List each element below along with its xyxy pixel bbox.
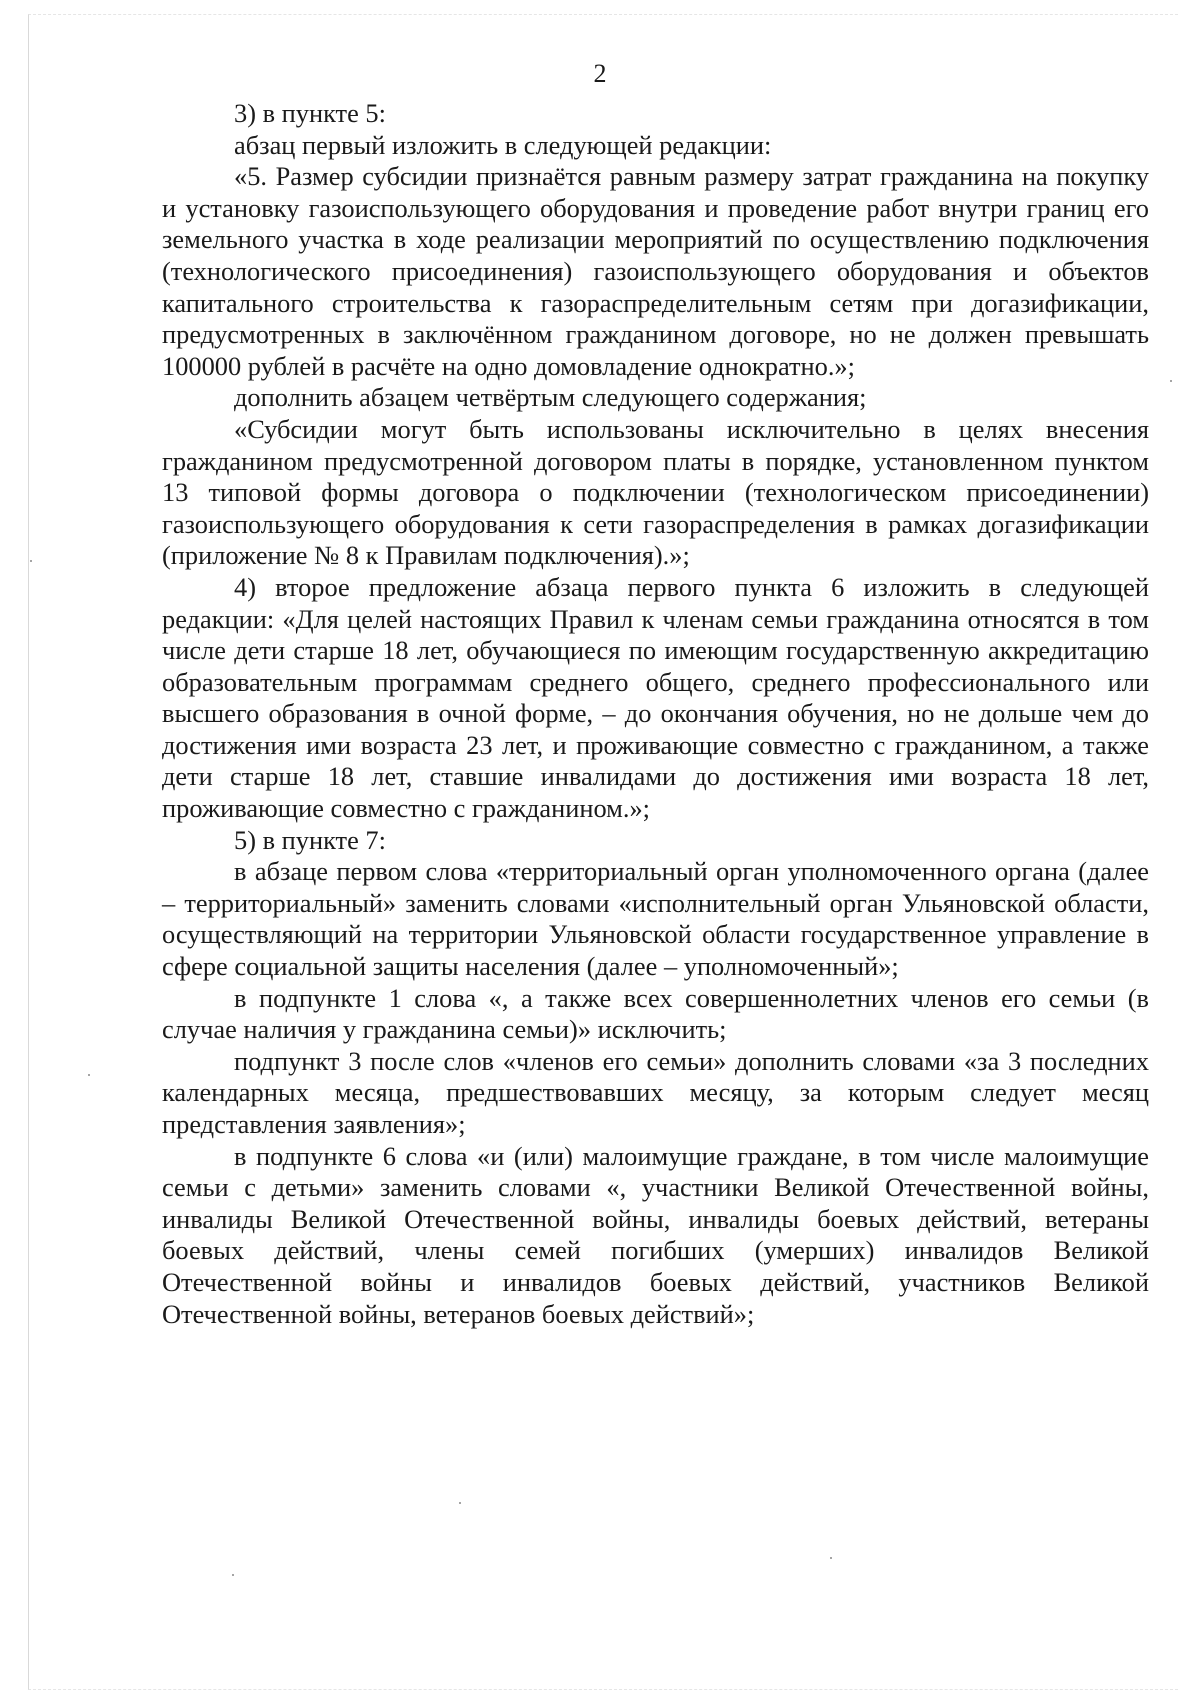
paragraph-subitem-6: в подпункте 6 слова «и (или) малоимущие граждане, в том числе малоимущие семьи с детьми» заменить словами «, участники Великой Отечественной войны, инвалиды Великой Отечественной войны, инвалиды боевых действий, ветераны боевых действий, члены семей погибших (умерших) инвалидов Великой Отечественной войны и инвалидов боевых действий, участников Великой Отечественной войны, ветеранов боевых действий»; xyxy=(162,1140,1149,1329)
scan-speck xyxy=(232,1574,234,1576)
paragraph-first-abzac-replace: в абзаце первом слова «территориальный орган уполномоченного органа (далее – территориальный» заменить словами «исполнительный орган Ульяновской области, осуществляющий на территории Ульяновской области государственное управление в сфере социальной защиты населения (далее – уполномоченный»; xyxy=(162,856,1149,982)
scan-speck xyxy=(30,560,32,562)
paragraph-subsidy-size: «5. Размер субсидии признаётся равным размеру затрат гражданина на покупку и установку газоиспользующего оборудования и проведение работ внутри границ его земельного участка в ходе реализации мероприятий по осуществлению подключения (технологического присоединения) газоиспользующего оборудования и объектов капитального строительства к газораспределительным сетям при догазификации, предусмотренных в заключённом гражданином договоре, но не должен превышать 100000 рублей в расчёте на одно домовладение однократно.»; xyxy=(162,161,1149,381)
paragraph-item-3-header: 3) в пункте 5: xyxy=(234,98,386,128)
paragraph-add-fourth-abzac: дополнить абзацем четвёртым следующего содержания; xyxy=(234,382,867,413)
scan-speck xyxy=(1170,380,1172,382)
scan-speck xyxy=(88,1074,90,1076)
paragraph-subsidy-usage: «Субсидии могут быть использованы исключительно в целях внесения гражданином предусмотренной договором платы в порядке, установленном пунктом 13 типовой формы договора о подключении (технологическом присоединении) газоиспользующего оборудования к сети газораспределения в рамках догазификации (приложение № 8 к Правилам подключения).»; xyxy=(162,413,1149,571)
paragraph-item-5-header: 5) в пункте 7: xyxy=(234,824,386,855)
scan-speck xyxy=(830,1557,832,1559)
paragraph-item-4-family: 4) второе предложение абзаца первого пункта 6 изложить в следующей редакции: «Для целей настоящих Правил к членам семьи гражданина относятся в том числе дети старше 18 лет, обучающиеся по имеющим государственную аккредитацию образовательным программам среднего общего, среднего профессионального или высшего образования в очной форме, – до окончания обучения, но не дольше чем до достижения ими возраста 23 лет, и проживающие совместно с гражданином, а также дети старше 18 лет, ставшие инвалидами до достижения ими возраста 18 лет, проживающие совместно с гражданином.»; xyxy=(162,571,1149,824)
page-number: 2 xyxy=(593,59,607,88)
paragraph-subitem-3: подпункт 3 после слов «членов его семьи» дополнить словами «за 3 последних календарных месяца, предшествовавших месяцу, за которым следует месяц представления заявления»; xyxy=(162,1045,1149,1139)
paragraph-subitem-1: в подпункте 1 слова «, а также всех совершеннолетних членов его семьи (в случае наличия у гражданина семьи)» исключить; xyxy=(162,982,1149,1045)
document-body xyxy=(162,98,1149,1330)
scan-speck xyxy=(459,1502,461,1504)
paragraph-amend-first-abzac: абзац первый изложить в следующей редакции: xyxy=(234,129,772,160)
